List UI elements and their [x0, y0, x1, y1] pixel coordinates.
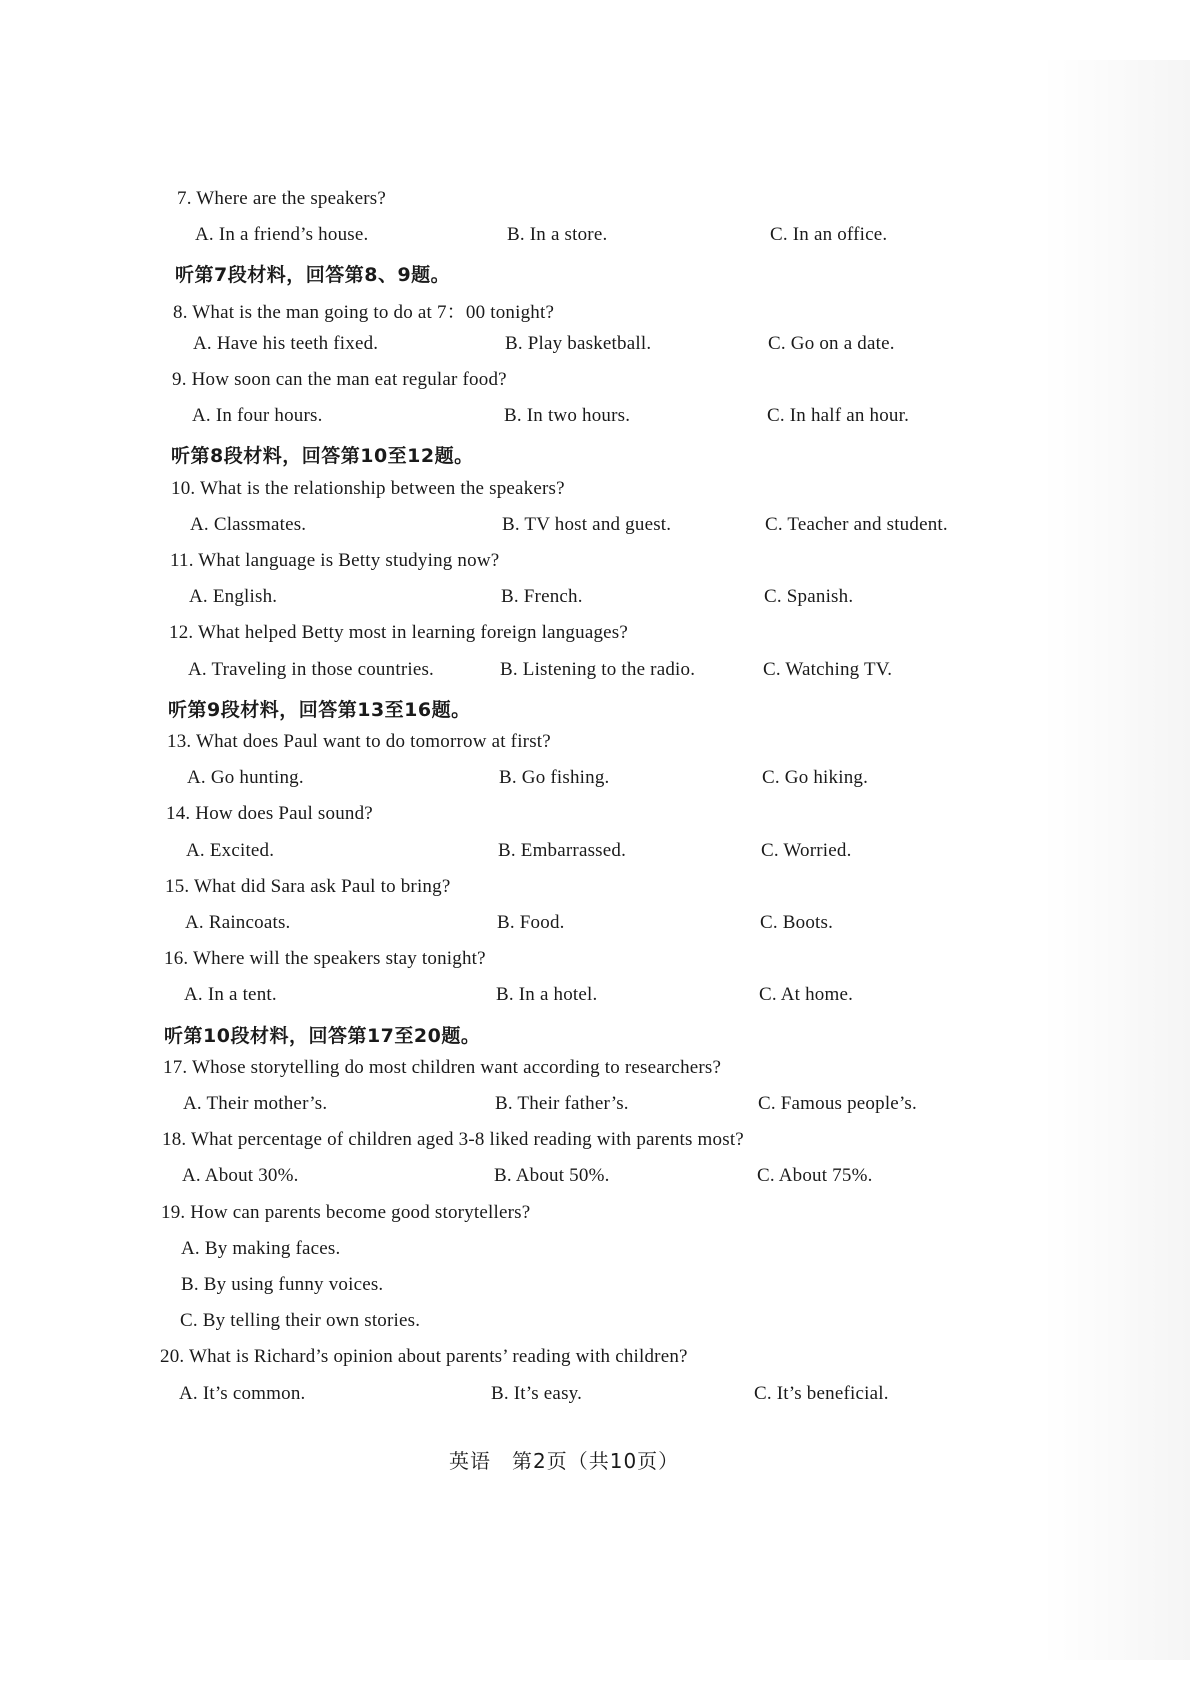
option-c: C. In half an hour. — [767, 405, 910, 426]
option-c: C. Watching TV. — [763, 659, 893, 680]
option-b: B. TV host and guest. — [502, 514, 672, 535]
question-stem: 18. What percentage of children aged 3-8 liked reading with parents most? — [162, 1129, 744, 1150]
option-a: A. Raincoats. — [185, 912, 291, 933]
page-footer: 英语 第2页（共10页） — [449, 1449, 680, 1473]
option-c: C. Go hiking. — [762, 767, 869, 788]
option-line: C. By telling their own stories. — [180, 1310, 421, 1331]
option-c: C. At home. — [759, 984, 854, 1005]
option-c: C. In an office. — [770, 224, 888, 245]
option-b: B. In a store. — [507, 224, 608, 245]
option-c: C. Famous people’s. — [758, 1093, 917, 1114]
scan-shadow — [1040, 60, 1190, 1660]
option-c: C. Teacher and student. — [765, 514, 948, 535]
option-line: A. By making faces. — [181, 1238, 341, 1259]
option-a: A. It’s common. — [179, 1383, 306, 1404]
option-a: A. Have his teeth fixed. — [193, 333, 379, 354]
option-b: B. Play basketball. — [505, 333, 652, 354]
question-stem: 20. What is Richard’s opinion about parents’ reading with children? — [160, 1346, 688, 1367]
option-a: A. Traveling in those countries. — [188, 659, 434, 680]
option-c: C. It’s beneficial. — [754, 1383, 889, 1404]
option-b: B. Food. — [497, 912, 565, 933]
question-stem: 19. How can parents become good storytellers? — [161, 1202, 531, 1223]
option-b: B. It’s easy. — [491, 1383, 583, 1404]
option-c: C. Boots. — [760, 912, 834, 933]
option-a: A. Their mother’s. — [183, 1093, 328, 1114]
option-a: A. About 30%. — [182, 1165, 299, 1186]
option-a: A. In a tent. — [184, 984, 277, 1005]
question-stem: 11. What language is Betty studying now? — [170, 550, 500, 571]
question-stem: 12. What helped Betty most in learning foreign languages? — [169, 622, 629, 643]
section-instruction: 听第8段材料，回答第10至12题。 — [171, 445, 474, 467]
option-b: B. In two hours. — [504, 405, 631, 426]
option-a: A. In a friend’s house. — [195, 224, 369, 245]
option-c: C. Spanish. — [764, 586, 854, 607]
option-c: C. Go on a date. — [768, 333, 895, 354]
option-a: A. In four hours. — [192, 405, 323, 426]
option-b: B. Listening to the radio. — [500, 659, 696, 680]
question-stem: 15. What did Sara ask Paul to bring? — [165, 876, 451, 897]
question-stem: 17. Whose storytelling do most children want according to researchers? — [163, 1057, 722, 1078]
question-stem: 10. What is the relationship between the speakers? — [171, 478, 565, 499]
question-stem: 9. How soon can the man eat regular food? — [172, 369, 507, 390]
question-stem: 8. What is the man going to do at 7：00 tonight? — [173, 302, 555, 323]
question-stem: 14. How does Paul sound? — [166, 803, 373, 824]
option-a: A. Classmates. — [190, 514, 307, 535]
option-a: A. Go hunting. — [187, 767, 304, 788]
question-stem: 13. What does Paul want to do tomorrow at first? — [167, 731, 551, 752]
option-c: C. About 75%. — [757, 1165, 873, 1186]
option-c: C. Worried. — [761, 840, 852, 861]
question-stem: 16. Where will the speakers stay tonight? — [164, 948, 486, 969]
section-instruction: 听第7段材料，回答第8、9题。 — [175, 264, 451, 286]
option-b: B. In a hotel. — [496, 984, 598, 1005]
option-b: B. French. — [501, 586, 583, 607]
option-b: B. About 50%. — [494, 1165, 610, 1186]
option-a: A. Excited. — [186, 840, 275, 861]
question-stem: 7. Where are the speakers? — [177, 188, 386, 209]
section-instruction: 听第9段材料，回答第13至16题。 — [168, 699, 471, 721]
option-line: B. By using funny voices. — [181, 1274, 384, 1295]
option-b: B. Go fishing. — [499, 767, 610, 788]
option-a: A. English. — [189, 586, 278, 607]
section-instruction: 听第10段材料，回答第17至20题。 — [164, 1025, 481, 1047]
option-b: B. Their father’s. — [495, 1093, 629, 1114]
option-b: B. Embarrassed. — [498, 840, 627, 861]
